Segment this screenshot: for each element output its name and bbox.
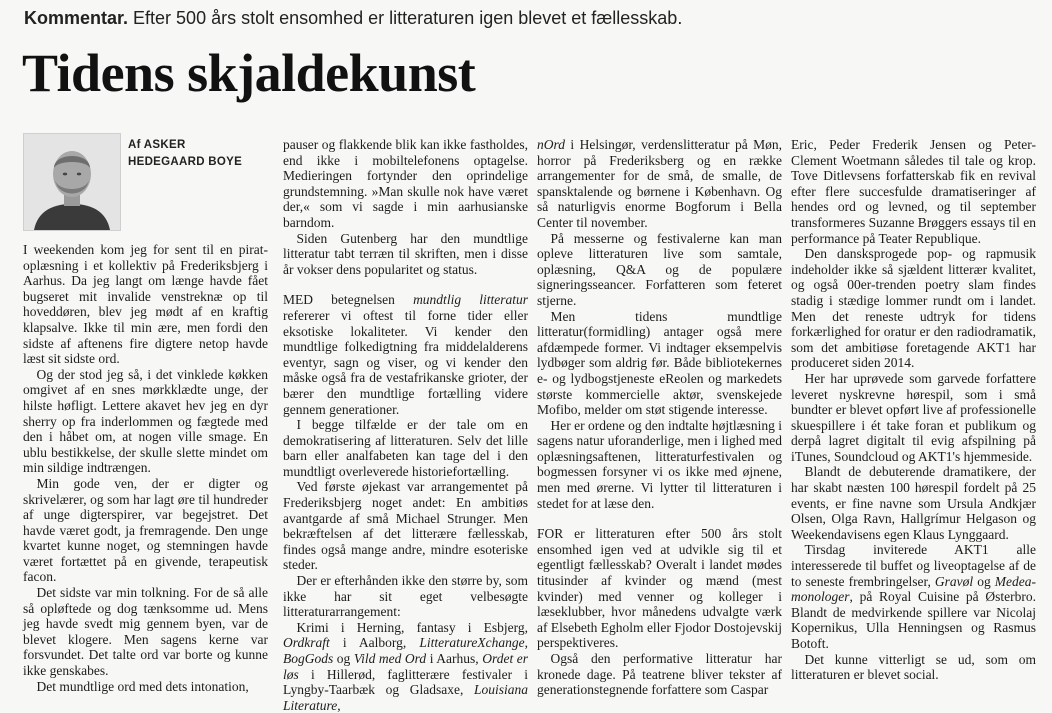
paragraph: Det mundtlige ord med dets intonation, <box>36 678 249 694</box>
paragraph: Og der stod jeg så, i det vinklede køkken omgivet af en snes mørkklædte unge, der hilste høfligt. Lettere akavet hev jeg en dyr sherry op fra inderlommen og fægtede med den i håbet om, at nogen ville smage. En ublu bestikkelse, der skulle slette mindet om min sildige indtrængen. <box>23 366 268 476</box>
byline: Af ASKER HEDEGAARD BOYE <box>128 139 243 168</box>
paragraph: I weekenden kom jeg for sent til en pirat-oplæsning i et kollektiv på Frederiksbjerg i Aarhus. Da jeg langt om længe havde fået bugseret mit invalide venstreknæ op til hoveddøren, blev jeg mødt af en kraftig klapsalve. Ikke til min ære, men fordi den sidste af aftenens fire digtere netop havde læst sit sidste ord. <box>23 242 268 367</box>
author-portrait-image <box>24 134 120 230</box>
paragraph: I begge tilfælde er der tale om en demokratisering af litteraturen. Selv det lille barn eller analfabeten kan tage del i den mundtligt overleverede historiefortælling. <box>283 417 528 479</box>
kicker-label: Kommentar. <box>24 8 129 28</box>
article-column-2 <box>283 137 528 713</box>
paragraph: Det kunne vitterligt se ud, som om litteraturen er blevet social. <box>791 651 1036 683</box>
section-paragraph: FOR er litteraturen efter 500 års stolt ensomhed igen ved at udvikle sig til et egentligt fællesskab? Overalt i landet mødes titusinder af kvinder og mænd (mest kvinder) med venner og kolleger i læseklubber, hvor månedens udvalgte værk af Elsebeth Egholm eller Fjodor Dostojevskij perspektiveres. <box>537 526 782 651</box>
author-photo <box>23 133 121 231</box>
paragraph: Krimi i Herning, fantasy i Esbjerg, Ordkraft i Aalborg, LitteratureXchange, BogGods og Vild med Ord i Aarhus, Ordet er løs i Hillerød, faglitterære festivaler i Lyngby-Taarbæk og Gladsaxe, Louisiana Literature, <box>283 619 528 713</box>
section-paragraph: MED betegnelsen mundtlig litteratur refererer vi oftest til forne tider eller eksotiske lokaliteter. Vi kender den mundtlige folkedigtning fra middelalderens eventyr, sagn og viser, og vi kender den måske også fra de vestafrikanske grioter, der bærer den mundtlige fortælling videre gennem generationer. <box>283 292 528 417</box>
article-column-1 <box>23 242 268 694</box>
paragraph: Ved første øjekast var arrangementet på Frederiksbjerg noget andet: En ambitiøs avantgarde af små Michael Strunger. Men bekræftelsen af det litterære fællesskab, findes også mange andre, mindre esoteriske steder. <box>283 479 528 573</box>
article-column-4 <box>791 137 1036 683</box>
paragraph: Tirsdag inviterede AKT1 alle interesserede til buffet og liveoptagelse af de to seneste frembringelser, Gravøl og Medea-monologer, på Royal Cuisine på Østerbro. Blandt de medvirkende spillere var Nicolaj Kopernikus, Ulla Henningsen og Rasmus Botoft. <box>791 542 1036 651</box>
paragraph: Der er efterhånden ikke den større by, som ikke har sit eget velbesøgte litteraturarrangement: <box>283 573 528 620</box>
paragraph: På messerne og festivalerne kan man opleve litteraturen live som samtale, oplæsning, Q&A og de populære signeringsseancer. Forfatteren som feteret stjerne. <box>537 230 782 308</box>
paragraph: Også den performative litteratur har kronede dage. På teatrene bliver tekster af generationstegnende forfattere som Caspar <box>537 651 782 698</box>
kicker <box>24 6 682 30</box>
paragraph: Eric, Peder Frederik Jensen og Peter-Clement Woetmann således til tale og krop. Tove Ditlevsens forfatterskab fik en revival efter flere succesfulde dramatiseringer af hendes ord og levned, og til september transformeres Suzanne Brøggers essays til en performance på Teater Republique. <box>791 137 1036 246</box>
headline: Tidens skjaldekunst <box>22 43 476 103</box>
paragraph: nOrd i Helsingør, verdenslitteratur på Møn, horror på Frederiksberg og en række arrangementer for de små, de smalle, de spansktalende og børnene i København. Og så naturligvis enorme Bogforum i Bella Center til november. <box>537 137 782 230</box>
paragraph: Her er ordene og den indtalte højtlæsning i sagens natur uforanderlige, men i lighed med oplæsningsaftenen, litteraturfestivalen og bogmessen forsyner vi os ikke med øjnene, men med ørerne. Vi lytter til litteraturen i stedet for at læse den. <box>537 417 782 511</box>
paragraph: Her har uprøvede som garvede forfattere leveret nyskrevne hørespil, som i små bundter er blevet opført live af professionelle skuespillere i ét take foran et publikum og derpå lagret digitalt til evig afspilning på iTunes, Soundcloud og AKT1's hjemmeside. <box>791 370 1036 464</box>
kicker-text: Efter 500 års stolt ensomhed er litteraturen igen blevet et fællesskab. <box>128 8 683 28</box>
paragraph: Siden Gutenberg har den mundtlige litteratur tabt terræn til skriften, men i disse år vokser dens popularitet og status. <box>283 230 528 277</box>
article-column-3 <box>537 137 782 698</box>
paragraph: Det sidste var min tolkning. For de så alle så opløftede og dog tænksomme ud. Mens jeg havde svedt mig gennem byen, var de blevet klogere. Men sagens kerne var forsvundet. Det talte ord var borte og kunne ikke genskabes. <box>23 585 268 679</box>
paragraph: Blandt de debuterende dramatikere, der har skabt næsten 100 hørespil fordelt på 25 events, er fine navne som Ursula Andkjær Olsen, Olga Ravn, Hallgrímur Helgason og Weekendavisens egen Klaus Lynggaard. <box>791 464 1036 542</box>
paragraph: Men tidens mundtlige litteratur(formidling) antager også mere afdæmpede former. Vi indtager eksempelvis lydbøger som aldrig før. Både bibliotekernes e- og lydbogstjeneste eReolen og markedets største kommercielle aktør, svenskejede Mofibo, melder om støt stigende interesse. <box>537 308 782 418</box>
paragraph: pauser og flakkende blik kan ikke fastholdes, end ikke i mobiltelefonens optagelse. Medieringen fortynder den oprindelige grundstemning. »Man skulle nok have været der,« som vi sagde i min aarhusianske barndom. <box>283 137 528 230</box>
paragraph: Min gode ven, der er digter og skrivelærer, og som har lagt øre til hundreder af unge digterspirer, var begejstret. Det havde været godt, ja fremragende. Den unge kvartet kunne noget, og stemningen havde været fortættet på en givende, terapeutisk facon. <box>23 475 268 585</box>
paragraph: Den dansksprogede pop- og rapmusik indeholder ikke så sjældent litterær kvalitet, og også 00er-trenden poetry slam findes stadig i stædige lommer rundt om i landet. Men det reneste udtryk for tidens forkærlighed for oratur er den radiodramatik, som det ambitiøse foretagende AKT1 har produceret siden 2014. <box>791 246 1036 371</box>
